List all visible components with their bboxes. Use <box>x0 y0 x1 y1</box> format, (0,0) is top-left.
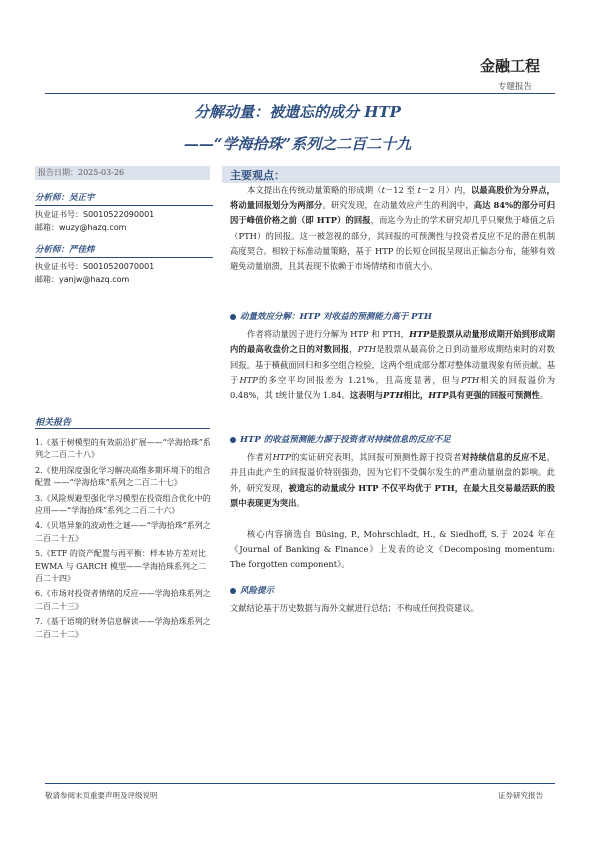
related-report-link[interactable]: 2.《使用深度强化学习解决高维多期环境下的组合配置 ——“学海拾珠”系列之二百二十七》 <box>35 465 211 488</box>
intro-paragraph: 本文提出在传统动量策略的形成期（t－12 至 t－2 月）内，以最高股价为分界点，将动量回报划分为两部分。研究发现，在动量效应产生的利润中，高达 84%的部分可归因于峰值价格之前（即 HTP）的回报，而迄今为止的学术研究却几乎只聚焦于峰值之后（PTH）的回报。这一被忽视的部分，其回报的可预测性与投资者反应不足的潜在机制高度契合。相较于标准动量策略，基于 HTP 的长短仓回报呈现出正偏态分布，能够有效避免动量崩溃，且其表现不依赖于市场情绪和市值大小。 <box>230 185 555 272</box>
analyst-name: 分析师：严佳炜 <box>35 245 95 255</box>
analyst-email: 邮箱：yanjw@hazq.com <box>35 275 130 284</box>
footer-divider <box>45 783 555 784</box>
main-points-header <box>222 166 560 183</box>
section-2-heading: HTP 的收益预测能力源于投资者对持续信息的反应不足 <box>230 433 555 448</box>
disclaimer-note: 敬请参阅末页重要声明及评级说明 <box>45 791 158 800</box>
related-divider <box>35 428 210 429</box>
report-date: 报告日期：2025-03-26 <box>35 166 210 180</box>
bullet-icon <box>230 588 236 594</box>
analyst-cert: 执业证书号：S0010520070001 <box>35 262 155 271</box>
analyst-divider <box>35 205 213 206</box>
analyst-email: 邮箱：wuzy@hazq.com <box>35 223 127 232</box>
section-1 <box>230 310 555 403</box>
analyst-block-1 <box>35 191 213 233</box>
related-report-link[interactable]: 4.《贝塔异象的波动性之谜——“学海拾珠”系列之二百二十五》 <box>35 521 211 543</box>
analyst-cert: 执业证书号：S0010522090001 <box>35 210 155 219</box>
footer-label: 证券研究报告 <box>498 791 543 800</box>
related-report-link[interactable]: 6.《市场对投资者情绪的反应——学海拾珠系列之二百二十三》 <box>35 589 211 611</box>
section-1-paragraph: 作者将动量因子进行分解为 HTP 和 PTH，HTP是股票从动量形成期开始到形成期内的最高收盘价之日的对数回报，PTH是股票从最高价之日到动量形成期结束时的对数回报。基于横截面回归和多空组合检验，这两个组成部分都对整体动量现象有所贡献。基于HTP的多空平均回报差为 1.21%，且高度显著，但与PTH相关的回报溢价为 0.48%，其 t统计量仅为 1.84。这表明与PTH相比，HTP具有更强的回报可预测性。 <box>230 329 555 401</box>
bullet-icon <box>230 437 236 443</box>
risk-heading: 风险提示 <box>230 584 555 599</box>
related-reports-list <box>35 437 213 644</box>
report-title: 分解动量：被遗忘的成分 HTP <box>194 103 401 121</box>
source-paragraph: 核心内容摘选自 Büsing, P., Mohrschladt, H., & Siedhoff, S.于 2024 年在《Journal of Banking & Finance》上发表的论文《Decomposing momentum: The forgotten component》。 <box>230 529 555 570</box>
section-2-paragraph: 作者对HTP的实证研究表明，其回报可预测性源于投资者对持续信息的反应不足，并且由此产生的回报溢价特别强劲，因为它们不受偶尔发生的严重动量崩盘的影响。此外，研究发现，被遗忘的动量成分 HTP 不仅平均优于 PTH，在最大且交易最活跃的股票中表现更为突出。 <box>230 452 555 508</box>
risk-text: 文献结论基于历史数据与海外文献进行总结；不构成任何投资建议。 <box>230 603 479 614</box>
risk-section <box>230 584 555 616</box>
analyst-divider <box>35 257 213 258</box>
related-report-link[interactable]: 7.《基于语境的财务信息解读——学海拾珠系列之二百二十二》 <box>35 617 211 639</box>
section-1-heading: 动量效应分解：HTP 对收益的预测能力高于 PTH <box>230 310 555 325</box>
related-report-link[interactable]: 1.《基于树模型的有效前沿扩展——“学海拾珠”系列之二百二十八》 <box>35 438 211 460</box>
main-points-heading: 主要观点： <box>230 169 285 182</box>
brand-label: 金融工程 <box>480 57 541 75</box>
analyst-name: 分析师：吴正宇 <box>35 193 95 203</box>
related-report-link[interactable]: 3.《风险规避型强化学习模型在投资组合优化中的应用——“学海拾珠”系列之二百二十六》 <box>35 493 211 516</box>
report-type-label: 专题报告 <box>498 82 533 92</box>
bullet-icon <box>230 314 236 320</box>
related-report-link[interactable]: 5.《ETF 的资产配置与再平衡：样本协方差对比 EWMA 与 GARCH 模型——学海拾珠系列之二百二十四》 <box>35 549 206 584</box>
header-divider <box>45 93 555 94</box>
related-reports-heading: 相关报告 <box>35 418 72 428</box>
analyst-block-2 <box>35 243 213 285</box>
report-subtitle: ——“学海拾珠”系列之二百二十九 <box>183 135 412 153</box>
section-2 <box>230 433 555 511</box>
